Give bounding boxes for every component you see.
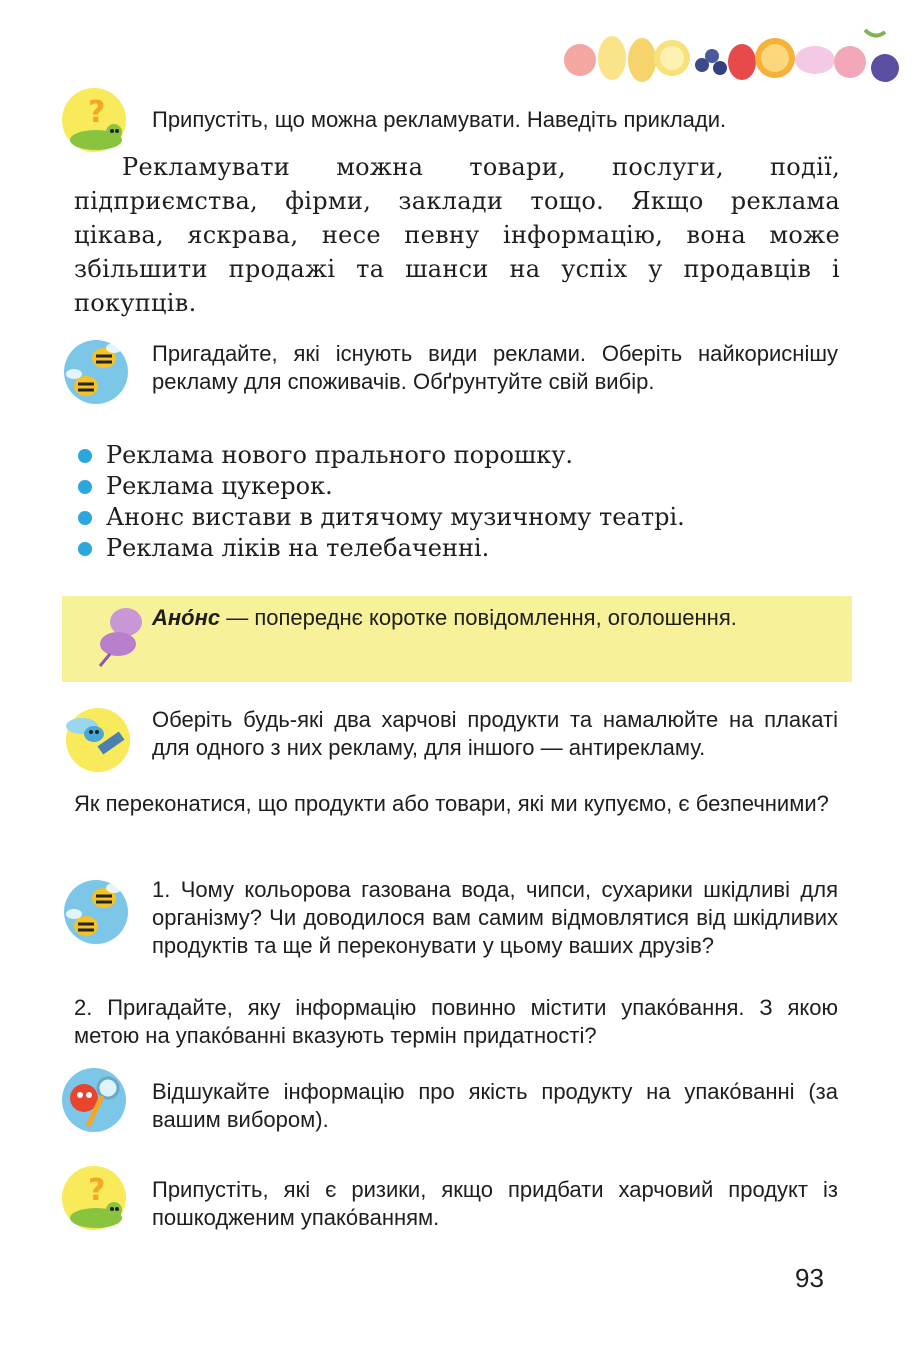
bullet-dot bbox=[78, 542, 92, 556]
bullet-dot bbox=[78, 449, 92, 463]
ad-paragraph: Рекламувати можна товари, послуги, події, підприємства, фірми, заклади тощо. Якщо реклама цікава, яскрава, несе певну інформацію, вона може збільшити продажі та шанси на успіх у продавців і покупців. bbox=[74, 153, 840, 317]
question-caterpillar-icon bbox=[58, 1164, 130, 1236]
definition-term: Ано́нс bbox=[152, 605, 221, 630]
bullet-dot bbox=[78, 480, 92, 494]
task-ad-types: Пригадайте, які існують види реклами. Оберіть найкориснішу рекламу для споживачів. Обґрунтуйте свій вибір. bbox=[152, 341, 838, 394]
ad-examples-list bbox=[76, 440, 866, 564]
list-item: Анонс вистави в дитячому музичному театрі. bbox=[76, 502, 866, 533]
svg-text:?: ? bbox=[88, 1173, 106, 1208]
question-packaging: 2. Пригадайте, яку інформацію повинно містити упако́вання. З якою метою на упако́ванні вказують термін придатності? bbox=[74, 995, 838, 1048]
question-caterpillar-icon bbox=[58, 86, 130, 158]
list-item: Реклама нового прального порошку. bbox=[76, 440, 866, 471]
list-item: Реклама ліків на телебаченні. bbox=[76, 533, 866, 564]
task-quality-info: Відшукайте інформацію про якість продукту на упако́ванні (за вашим вибором). bbox=[152, 1079, 838, 1132]
safety-question: Як переконатися, що продукти або товари, які ми купуємо, є безпечними? bbox=[74, 791, 829, 816]
dragonfly-pencil-icon bbox=[58, 704, 130, 776]
ant-magnifier-icon bbox=[58, 1064, 130, 1136]
definition-text: Ано́нс — попереднє коротке повідомлення, оголошення. bbox=[152, 605, 737, 630]
svg-text:?: ? bbox=[88, 95, 106, 130]
bees-icon bbox=[58, 336, 130, 408]
pushpin-icon bbox=[96, 604, 146, 668]
page-number: 93 bbox=[795, 1263, 824, 1293]
question-damaged-packaging: Припустіть, які є ризики, якщо придбати харчовий продукт із пошкодженим упако́ванням. bbox=[152, 1177, 838, 1230]
bees-icon bbox=[58, 876, 130, 948]
task-poster: Оберіть будь-які два харчові продукти та намалюйте на плакаті для одного з них рекламу, для іншого — антирекламу. bbox=[152, 707, 838, 760]
question-harmful-products: 1. Чому кольорова газована вода, чипси, сухарики шкідливі для організму? Чи доводилося вам самим відмовлятися від шкідливих продуктів та ще й переконувати у цьому ваших друзів? bbox=[152, 877, 838, 958]
bullet-dot bbox=[78, 511, 92, 525]
list-item: Реклама цукерок. bbox=[76, 471, 866, 502]
fruits-decoration bbox=[560, 20, 910, 90]
question-text: Припустіть, що можна рекламувати. Наведіть приклади. bbox=[152, 107, 727, 132]
